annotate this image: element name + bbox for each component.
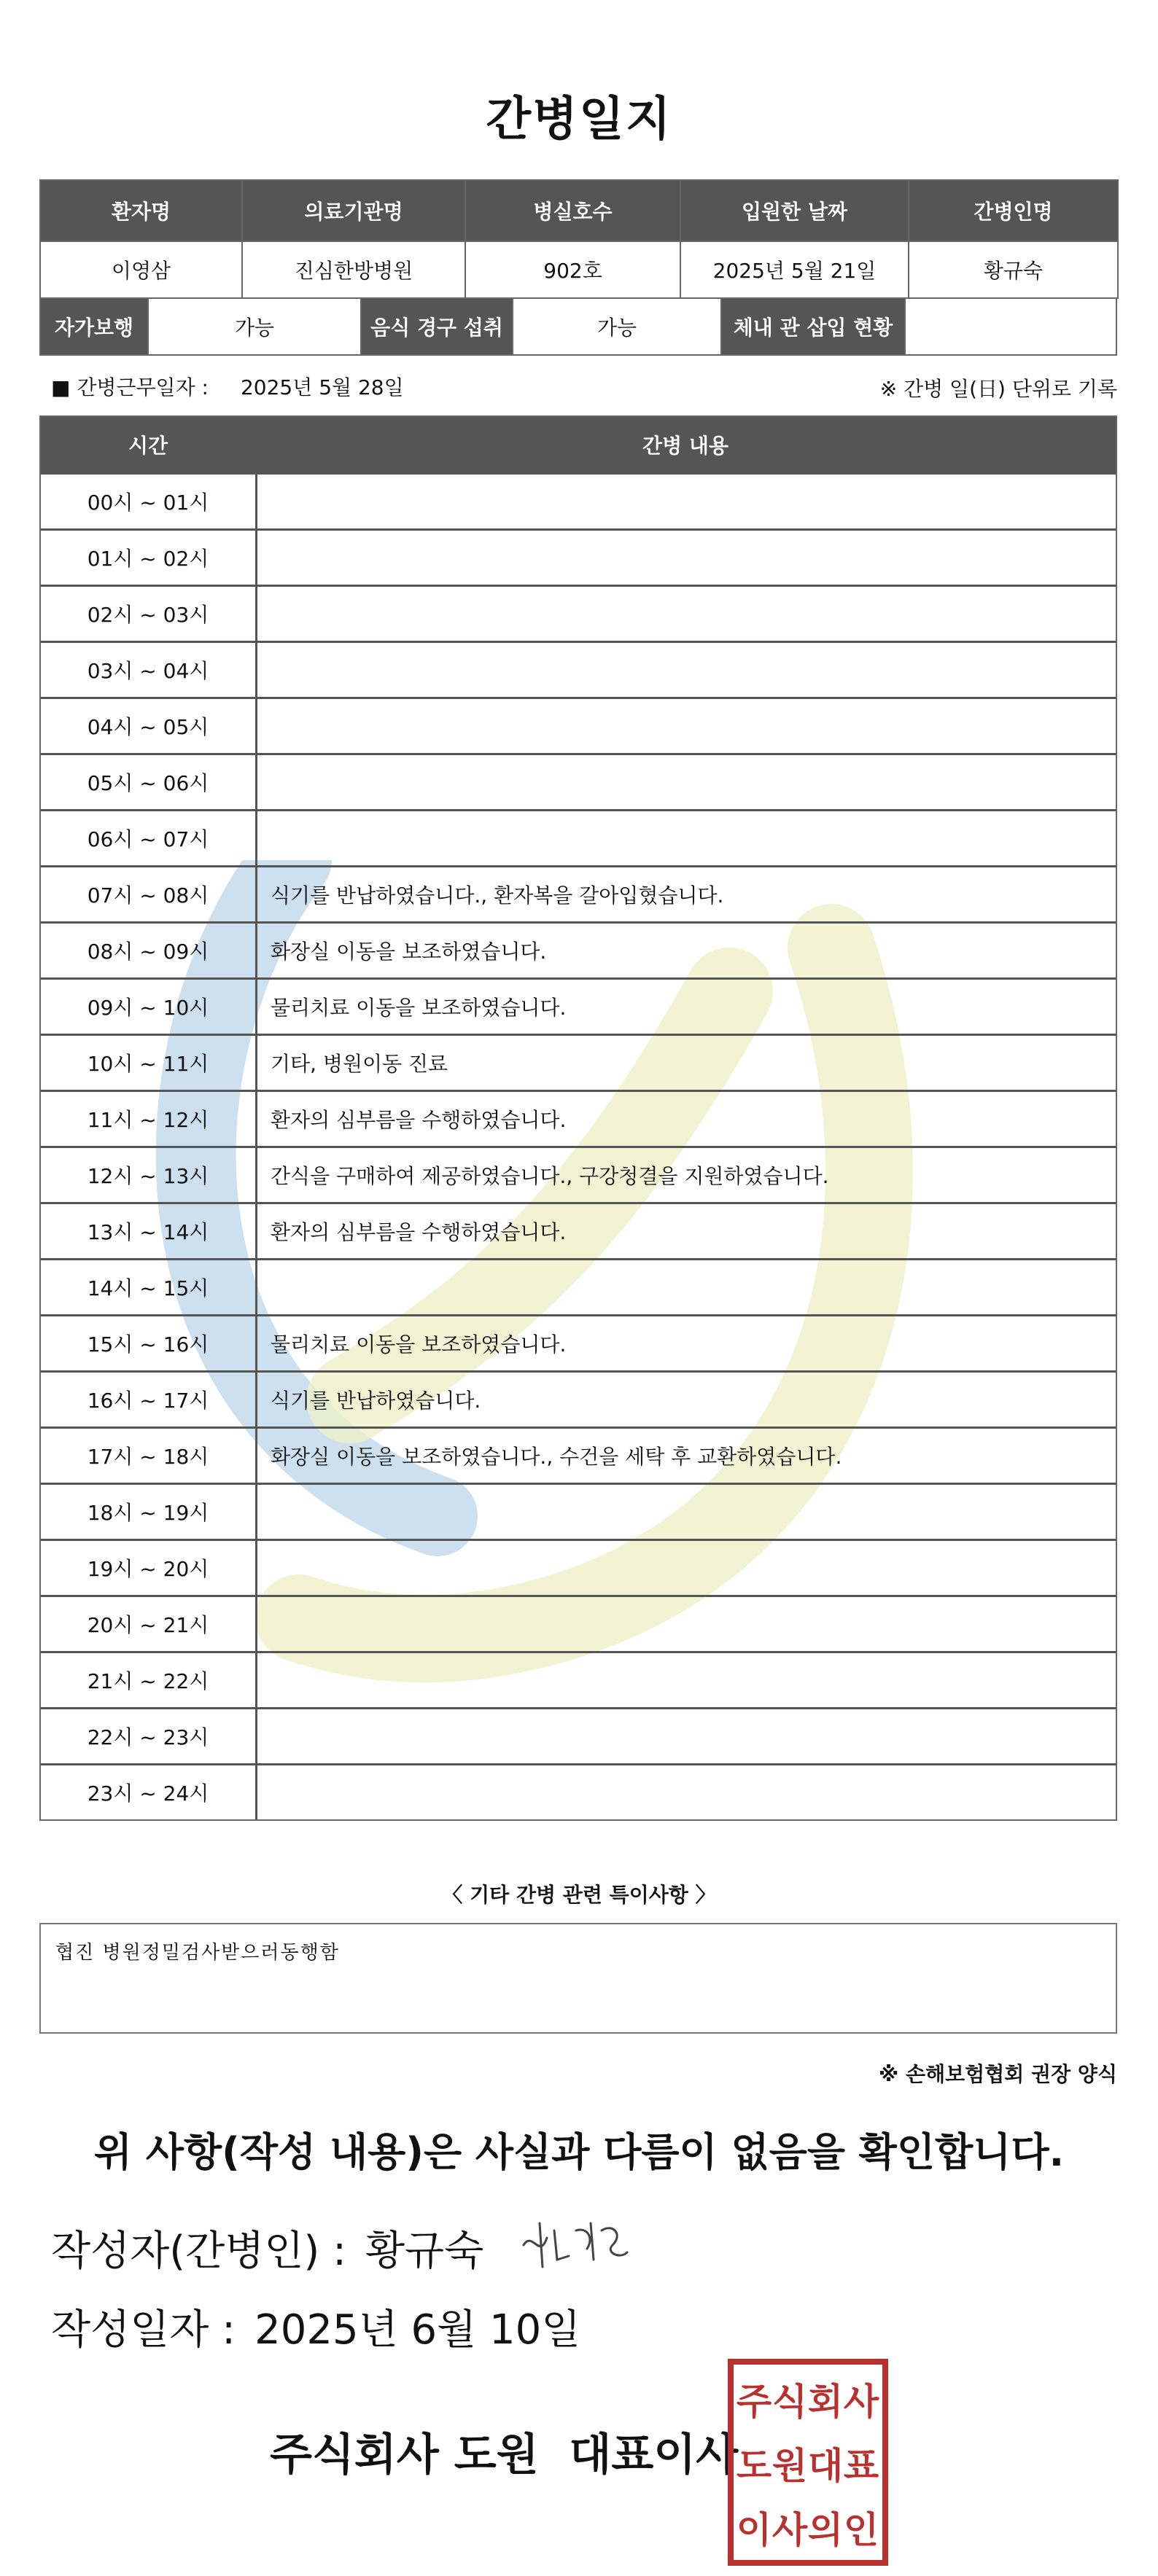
seal-character: 도 <box>736 2445 772 2487</box>
schedule-content: 화장실 이동을 보조하였습니다. <box>271 940 547 964</box>
schedule-time: 02시 ~ 03시 <box>41 587 257 641</box>
schedule-content <box>257 1485 1116 1539</box>
seal-character: 대 <box>807 2445 844 2487</box>
schedule-row <box>41 977 1116 1034</box>
schedule-content <box>257 811 1116 865</box>
hospital-name-header: 의료기관명 <box>242 180 465 241</box>
schedule-time: 10시 ~ 11시 <box>41 1036 257 1090</box>
tube-insertion-label: 체내 관 삽입 현황 <box>722 299 904 354</box>
schedule-content: 환자의 심부름을 수행하였습니다. <box>271 1108 567 1132</box>
seal-character: 사 <box>843 2381 879 2423</box>
schedule-row <box>41 921 1116 977</box>
schedule-time: 13시 ~ 14시 <box>41 1204 257 1258</box>
schedule-content: 물리치료 이동을 보조하였습니다. <box>271 1332 567 1357</box>
schedule-row <box>41 1595 1116 1651</box>
schedule-time: 19시 ~ 20시 <box>41 1541 257 1595</box>
schedule-content: 화장실 이동을 보조하였습니다., 수건을 세탁 후 교환하였습니다. <box>271 1445 842 1469</box>
schedule-row <box>41 1258 1116 1314</box>
schedule-row <box>41 1763 1116 1819</box>
seal-character: 주 <box>736 2381 772 2423</box>
schedule-row <box>41 1090 1116 1146</box>
schedule-row <box>41 1651 1116 1707</box>
schedule-time: 17시 ~ 18시 <box>41 1429 257 1483</box>
schedule-time: 03시 ~ 04시 <box>41 643 257 697</box>
schedule-time: 14시 ~ 15시 <box>41 1260 257 1314</box>
schedule-content: 간식을 구매하여 제공하였습니다., 구강청결을 지원하였습니다. <box>271 1164 829 1188</box>
self-walk-label: 자가보행 <box>41 299 147 354</box>
work-date <box>51 372 404 401</box>
schedule-row <box>41 753 1116 809</box>
writer-name: 황규숙 <box>365 2228 484 2275</box>
schedule-row <box>41 1539 1116 1595</box>
seal-character: 원 <box>772 2445 808 2487</box>
time-column-header: 시간 <box>128 434 168 458</box>
room-number-header: 병실호수 <box>465 180 680 241</box>
schedule-row <box>41 1370 1116 1426</box>
schedule-row <box>41 697 1116 753</box>
schedule-time: 04시 ~ 05시 <box>41 699 257 753</box>
care-schedule-table <box>39 415 1117 1821</box>
schedule-time: 21시 ~ 22시 <box>41 1653 257 1707</box>
schedule-row <box>41 472 1116 528</box>
schedule-content <box>257 587 1116 641</box>
schedule-row <box>41 1314 1116 1370</box>
admission-date-value: 2025년 5월 21일 <box>680 241 909 298</box>
handwritten-signature <box>518 2216 649 2274</box>
patient-name-header: 환자명 <box>40 180 242 241</box>
schedule-time: 15시 ~ 16시 <box>41 1316 257 1370</box>
schedule-content: 기타, 병원이동 진료 <box>271 1052 448 1076</box>
schedule-content <box>257 531 1116 585</box>
schedule-content <box>257 1653 1116 1707</box>
schedule-content <box>257 475 1116 528</box>
schedule-time: 23시 ~ 24시 <box>41 1765 257 1819</box>
schedule-time: 08시 ~ 09시 <box>41 924 257 977</box>
written-date-line <box>51 2298 580 2356</box>
schedule-content <box>257 755 1116 809</box>
seal-character: 표 <box>843 2445 879 2487</box>
schedule-time: 20시 ~ 21시 <box>41 1597 257 1651</box>
company-seal-stamp <box>726 2357 890 2567</box>
patient-name-value: 이영삼 <box>40 241 242 298</box>
schedule-row <box>41 1483 1116 1539</box>
schedule-time: 06시 ~ 07시 <box>41 811 257 865</box>
schedule-row <box>41 865 1116 921</box>
daily-unit-note: ※ 간병 일(日) 단위로 기록 <box>879 377 1117 401</box>
written-date-value: 2025년 6월 10일 <box>254 2306 581 2354</box>
seal-character: 식 <box>772 2381 808 2423</box>
schedule-time: 07시 ~ 08시 <box>41 867 257 921</box>
schedule-row <box>41 809 1116 865</box>
schedule-row <box>41 1426 1116 1483</box>
schedule-row <box>41 641 1116 697</box>
remarks-box: 협진 병원정밀검사받으러동행함 <box>39 1923 1117 2034</box>
work-date-value: 2025년 5월 28일 <box>240 375 404 399</box>
patient-info-table <box>39 179 1119 299</box>
schedule-row <box>41 528 1116 585</box>
self-walk-value: 가능 <box>147 299 362 354</box>
schedule-content <box>257 643 1116 697</box>
schedule-time: 22시 ~ 23시 <box>41 1709 257 1763</box>
confirmation-statement: 위 사항(작성 내용)은 사실과 다름이 없음을 확인합니다. <box>93 2129 1065 2175</box>
schedule-time: 09시 ~ 10시 <box>41 980 257 1034</box>
work-date-label: ■ 간병근무일자 : <box>51 375 209 399</box>
seal-character: 인 <box>843 2509 879 2551</box>
seal-character: 회 <box>807 2381 844 2423</box>
content-column-header: 간병 내용 <box>642 434 728 458</box>
tube-insertion-value <box>904 299 1116 354</box>
schedule-content <box>257 1709 1116 1763</box>
oral-intake-label: 음식 경구 섭취 <box>362 299 512 354</box>
patient-status-row <box>39 297 1117 356</box>
writer-label: 작성자(간병인) : <box>51 2228 346 2275</box>
schedule-content <box>257 1597 1116 1651</box>
seal-character: 사 <box>772 2509 808 2551</box>
schedule-time: 01시 ~ 02시 <box>41 531 257 585</box>
document-title: 간병일지 <box>486 93 672 147</box>
schedule-time: 11시 ~ 12시 <box>41 1092 257 1146</box>
schedule-time: 16시 ~ 17시 <box>41 1373 257 1426</box>
schedule-row <box>41 585 1116 641</box>
schedule-time: 12시 ~ 13시 <box>41 1148 257 1202</box>
seal-character: 이 <box>736 2509 772 2551</box>
schedule-content: 식기를 반납하였습니다., 환자복을 갈아입혔습니다. <box>271 883 724 908</box>
schedule-content: 식기를 반납하였습니다. <box>271 1389 481 1413</box>
schedule-header <box>41 417 1116 472</box>
standard-form-note: ※ 손해보험협회 권장 양식 <box>879 2062 1117 2086</box>
caregiver-name-value: 황규숙 <box>909 241 1118 298</box>
written-date-label: 작성일자 : <box>51 2306 236 2354</box>
schedule-content <box>257 699 1116 753</box>
schedule-content <box>257 1541 1116 1595</box>
hospital-name-value: 진심한방병원 <box>242 241 465 298</box>
room-number-value: 902호 <box>465 241 680 298</box>
admission-date-header: 입원한 날짜 <box>680 180 909 241</box>
schedule-time: 05시 ~ 06시 <box>41 755 257 809</box>
remarks-title: 〈 기타 간병 관련 특이사항 〉 <box>442 1883 716 1907</box>
company-representative: 주식회사 도원 대표이사 <box>270 2429 739 2481</box>
schedule-row <box>41 1707 1116 1763</box>
writer-line <box>51 2219 483 2277</box>
seal-character: 의 <box>807 2509 844 2551</box>
schedule-row <box>41 1146 1116 1202</box>
schedule-content <box>257 1260 1116 1314</box>
schedule-time: 18시 ~ 19시 <box>41 1485 257 1539</box>
schedule-content: 물리치료 이동을 보조하였습니다. <box>271 996 567 1020</box>
schedule-time: 00시 ~ 01시 <box>41 475 257 528</box>
oral-intake-value: 가능 <box>512 299 722 354</box>
schedule-row <box>41 1034 1116 1090</box>
schedule-content <box>257 1765 1116 1819</box>
schedule-content: 환자의 심부름을 수행하였습니다. <box>271 1220 567 1244</box>
caregiver-name-header: 간병인명 <box>909 180 1118 241</box>
schedule-row <box>41 1202 1116 1258</box>
